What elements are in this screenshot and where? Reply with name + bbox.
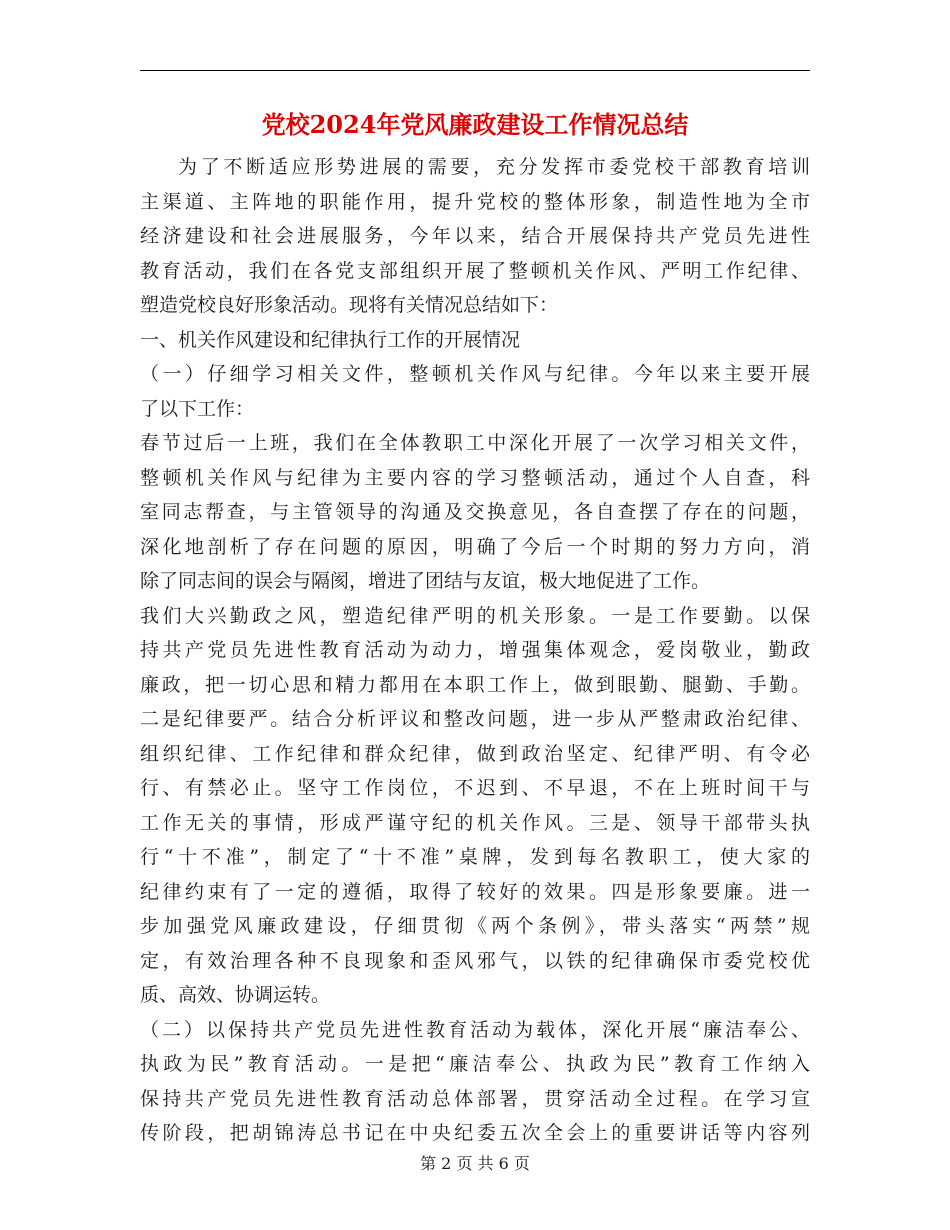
body-line: 我们大兴勤政之风，塑造纪律严明的机关形象。一是工作要勤。以保 xyxy=(140,604,810,627)
body-line: 深化地剖析了存在问题的原因，明确了今后一个时期的努力方向，消 xyxy=(140,535,810,558)
section-heading: 一、机关作风建设和纪律执行工作的开展情况 xyxy=(140,328,521,351)
body-line: 除了同志间的误会与隔阂，增进了团结与友谊，极大地促进了工作。 xyxy=(140,570,711,592)
body-line: 持共产党员先进性教育活动为动力，增强集体观念，爱岗敬业，勤政 xyxy=(140,639,810,661)
body-line: 教育活动，我们在各党支部组织开展了整顿机关作风、严明工作纪律、 xyxy=(140,259,810,282)
subsection-heading: （二）以保持共产党员先进性教育活动为载体，深化开展“廉洁奉公、 xyxy=(140,1018,810,1041)
body-line: 经济建设和社会进展服务，今年以来，结合开展保持共产党员先进性 xyxy=(140,225,810,247)
body-line: 传阶段，把胡锦涛总书记在中央纪委五次全会上的重要讲话等内容列 xyxy=(140,1122,810,1144)
body-line: 二是纪律要严。结合分析评议和整改问题，进一步从严整肃政治纪律、 xyxy=(140,708,810,730)
header-rule xyxy=(140,70,810,71)
body-line: 主渠道、主阵地的职能作用，提升党校的整体形象，制造性地为全市 xyxy=(140,190,810,213)
body-line: 步加强党风廉政建设，仔细贯彻《两个条例》，带头落实“两禁”规 xyxy=(140,915,810,937)
body-line: 了以下工作： xyxy=(140,397,255,420)
body-line: 工作无关的事情，形成严谨守纪的机关作风。三是、领导干部带头执 xyxy=(140,811,810,834)
body-line: 纪律约束有了一定的遵循，取得了较好的效果。四是形象要廉。进一 xyxy=(140,880,810,903)
document-title: 党校2024年党风廉政建设工作情况总结 xyxy=(261,110,689,139)
subsection-heading: （一）仔细学习相关文件，整顿机关作风与纪律。今年以来主要开展 xyxy=(140,363,810,385)
body-line: 保持共产党员先进性教育活动总体部署，贯穿活动全过程。在学习宣 xyxy=(140,1087,810,1110)
body-line: 定，有效治理各种不良现象和歪风邪气，以铁的纪律确保市委党校优 xyxy=(140,949,810,972)
body-line: 塑造党校良好形象活动。现将有关情况总结如下： xyxy=(140,294,559,316)
body-line: 执政为民”教育活动。一是把“廉洁奉公、执政为民”教育工作纳入 xyxy=(140,1053,810,1075)
body-line: 整顿机关作风与纪律为主要内容的学习整顿活动，通过个人自查，科 xyxy=(140,466,810,489)
body-line: 春节过后一上班，我们在全体教职工中深化开展了一次学习相关文件， xyxy=(140,432,810,454)
body-line: 室同志帮查，与主管领导的沟通及交换意见，各自查摆了存在的问题， xyxy=(140,501,810,523)
body-line: 质、高效、协调运转。 xyxy=(140,984,331,1006)
body-line: 行、有禁必止。坚守工作岗位，不迟到、不早退，不在上班时间干与 xyxy=(140,777,810,799)
document-body xyxy=(140,150,810,1151)
body-line: 行“十不准”，制定了“十不准”桌牌，发到每名教职工，使大家的 xyxy=(140,846,810,868)
body-line: 廉政，把一切心思和精力都用在本职工作上，做到眼勤、腿勤、手勤。 xyxy=(140,673,810,696)
page-number-footer: 第 2 页 共 6 页 xyxy=(420,1154,530,1173)
body-line: 组织纪律、工作纪律和群众纪律，做到政治坚定、纪律严明、有令必 xyxy=(140,742,810,765)
body-line: 为了不断适应形势进展的需要，充分发挥市委党校干部教育培训 xyxy=(178,156,810,178)
